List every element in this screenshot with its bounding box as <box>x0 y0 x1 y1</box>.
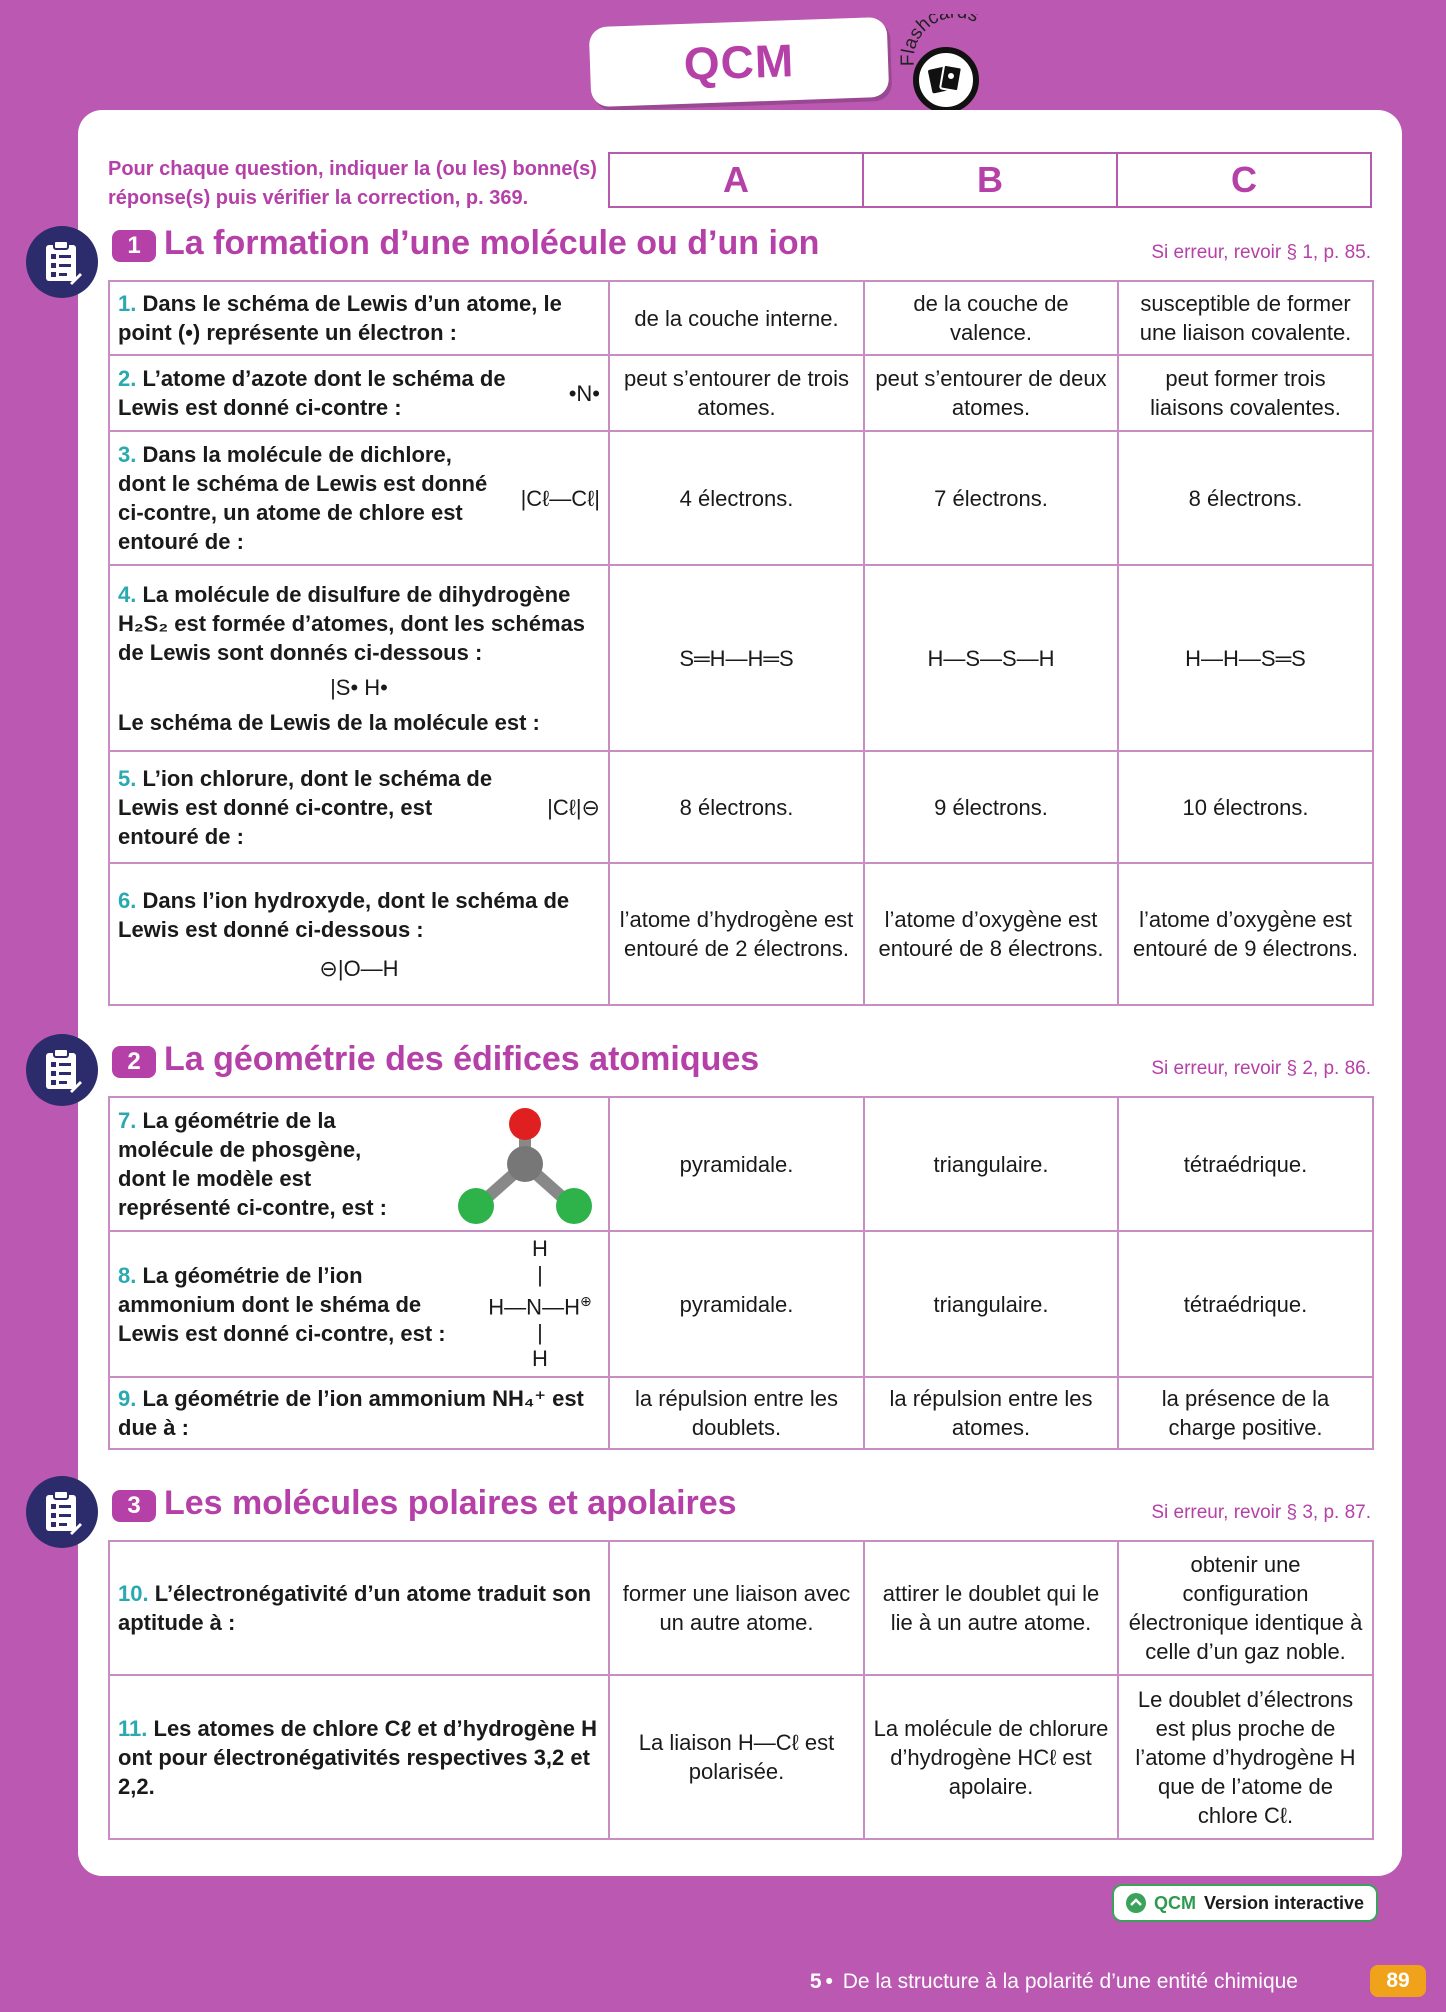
section-2-ref: Si erreur, revoir § 2, p. 86. <box>1151 1058 1371 1079</box>
answer-10c[interactable]: obtenir une configuration électronique identique à celle d’un gaz noble. <box>1118 1541 1373 1675</box>
chapter-title: De la structure à la polarité d’une entité chimique <box>842 1970 1298 1993</box>
section-3-table <box>108 1540 1374 1840</box>
answer-7c[interactable]: tétraédrique. <box>1118 1097 1373 1231</box>
answer-5a[interactable]: 8 électrons. <box>609 751 864 863</box>
badge-qcm: QCM <box>1153 1892 1196 1913</box>
answer-4c[interactable]: H—H—S═S <box>1118 565 1373 751</box>
question-row-1 <box>109 281 1373 355</box>
chapter-footer <box>810 1970 1298 1994</box>
answer-9b[interactable]: la répulsion entre les atomes. <box>864 1377 1118 1449</box>
lewis-nitrogen: •N• <box>568 380 600 406</box>
answer-8a[interactable]: pyramidale. <box>609 1231 864 1377</box>
answer-5b[interactable]: 9 électrons. <box>864 751 1118 863</box>
section-1-ref: Si erreur, revoir § 1, p. 85. <box>1151 242 1371 263</box>
question-row-8 <box>109 1231 1373 1377</box>
qcm-title-tab <box>589 17 890 107</box>
section-3-number: 3 <box>112 1490 156 1522</box>
answer-1c[interactable]: susceptible de former une liaison covalente. <box>1118 281 1373 355</box>
section-1-icon[interactable] <box>26 226 98 298</box>
answer-7b[interactable]: triangulaire. <box>864 1097 1118 1231</box>
section-1-table <box>108 280 1374 1006</box>
answer-10a[interactable]: former une liaison avec un autre atome. <box>609 1541 864 1675</box>
question-7: 7. La géométrie de la molécule de phosgène, dont le modèle est représenté ci-contre, est : <box>109 1097 609 1231</box>
qcm-title: QCM <box>682 34 796 90</box>
section-3-title: Les molécules polaires et apolaires <box>164 1484 737 1522</box>
question-row-5 <box>109 751 1373 863</box>
clipboard-icon <box>42 1489 82 1535</box>
answer-1a[interactable]: de la couche interne. <box>609 281 864 355</box>
section-3-ref: Si erreur, revoir § 3, p. 87. <box>1151 1502 1371 1523</box>
phosgene-model-image <box>450 1102 600 1226</box>
answer-2b[interactable]: peut s’entourer de deux atomes. <box>864 355 1118 431</box>
section-2-icon[interactable] <box>26 1034 98 1106</box>
column-b: B <box>862 154 1116 206</box>
answer-6b[interactable]: l’atome d’oxygène est entouré de 8 électrons. <box>864 863 1118 1005</box>
section-1-number: 1 <box>112 230 156 262</box>
question-row-4 <box>109 565 1373 751</box>
answer-11b[interactable]: La molécule de chlorure d’hydrogène HCℓ est apolaire. <box>864 1675 1118 1839</box>
section-2-table <box>108 1096 1374 1450</box>
section-1-title: La formation d’une molécule ou d’un ion <box>164 224 820 262</box>
question-row-11 <box>109 1675 1373 1839</box>
answer-6c[interactable]: l’atome d’oxygène est entouré de 9 électrons. <box>1118 863 1373 1005</box>
clipboard-icon <box>42 1047 82 1093</box>
answer-3a[interactable]: 4 électrons. <box>609 431 864 565</box>
answer-7a[interactable]: pyramidale. <box>609 1097 864 1231</box>
answer-columns-header <box>608 152 1372 208</box>
answer-9a[interactable]: la répulsion entre les doublets. <box>609 1377 864 1449</box>
answer-4b[interactable]: H—S—S—H <box>864 565 1118 751</box>
answer-11c[interactable]: Le doublet d’électrons est plus proche de l’atome d’hydrogène H que de l’atome de chlore Cℓ. <box>1118 1675 1373 1839</box>
lewis-dichlorine: |Cℓ—Cℓ| <box>520 485 600 511</box>
answer-2c[interactable]: peut former trois liaisons covalentes. <box>1118 355 1373 431</box>
section-3-icon[interactable] <box>26 1476 98 1548</box>
chapter-bullet: • <box>825 1970 833 1993</box>
answer-1b[interactable]: de la couche de valence. <box>864 281 1118 355</box>
instructions: Pour chaque question, indiquer la (ou les) bonne(s) réponse(s) puis vérifier la correction, p. 369. <box>108 158 597 209</box>
question-row-10 <box>109 1541 1373 1675</box>
question-10: 10. L’électronégativité d’un atome traduit son aptitude à : <box>109 1541 609 1675</box>
question-4: 4. La molécule de disulfure de dihydrogène H₂S₂ est formée d’atomes, dont les schémas de Lewis sont donnés ci-dessous : |S• H• Le schéma de Lewis de la molécule est : <box>109 565 609 751</box>
answer-6a[interactable]: l’atome d’hydrogène est entouré de 2 électrons. <box>609 863 864 1005</box>
answer-2a[interactable]: peut s’entourer de trois atomes. <box>609 355 864 431</box>
answer-8c[interactable]: tétraédrique. <box>1118 1231 1373 1377</box>
answer-3c[interactable]: 8 électrons. <box>1118 431 1373 565</box>
question-6: 6. Dans l’ion hydroxyde, dont le schéma de Lewis est donné ci-dessous : ⊖|O—H <box>109 863 609 1005</box>
answer-8b[interactable]: triangulaire. <box>864 1231 1118 1377</box>
answer-5c[interactable]: 10 électrons. <box>1118 751 1373 863</box>
lewis-hydroxide: ⊖|O—H <box>319 955 399 981</box>
interactive-version-button[interactable] <box>1112 1884 1378 1922</box>
answer-10b[interactable]: attirer le doublet qui le lie à un autre atome. <box>864 1541 1118 1675</box>
question-3: 3. Dans la molécule de dichlore, dont le schéma de Lewis est donné ci-contre, un atome de chlore est entouré de : |Cℓ—Cℓ| <box>109 431 609 565</box>
answer-11a[interactable]: La liaison H—Cℓ est polarisée. <box>609 1675 864 1839</box>
flashcards-button[interactable] <box>900 14 1010 114</box>
answer-9c[interactable]: la présence de la charge positive. <box>1118 1377 1373 1449</box>
question-5: 5. L’ion chlorure, dont le schéma de Lewis est donné ci-contre, est entouré de : |Cℓ|⊖ <box>109 751 609 863</box>
column-c: C <box>1116 154 1370 206</box>
chapter-number: 5 <box>809 1970 822 1993</box>
page-number: 89 <box>1370 1965 1426 1997</box>
answer-4a[interactable]: S═H—H═S <box>609 565 864 751</box>
lewis-chloride: |Cℓ|⊖ <box>547 794 600 820</box>
badge-label: Version interactive <box>1203 1892 1365 1913</box>
question-8: 8. La géométrie de l’ion ammonium dont le shéma de Lewis est donné ci-contre, est : H | H—N—H⊕ | H <box>109 1231 609 1377</box>
question-row-2 <box>109 355 1373 431</box>
question-row-9 <box>109 1377 1373 1449</box>
question-11: 11. Les atomes de chlore Cℓ et d’hydrogène H ont pour électronégativités respectives 3,2 et 2,2. <box>109 1675 609 1839</box>
flashcards-icon <box>900 14 1010 114</box>
lewis-atoms-s-h: |S• H• <box>330 674 388 700</box>
question-row-7 <box>109 1097 1373 1231</box>
question-row-3 <box>109 431 1373 565</box>
question-1: 1. Dans le schéma de Lewis d’un atome, le point (•) représente un électron : <box>109 281 609 355</box>
column-a: A <box>723 159 749 200</box>
flashcards-label: lashc s <box>900 14 982 56</box>
clipboard-icon <box>42 239 82 285</box>
section-2-number: 2 <box>112 1046 156 1078</box>
question-9: 9. La géométrie de l’ion ammonium NH₄⁺ est due à : <box>109 1377 609 1449</box>
question-2: 2. L’atome d’azote dont le schéma de Lewis est donné ci-contre : •N• <box>109 355 609 431</box>
chevron-up-circle-icon <box>1126 1893 1146 1913</box>
answer-3b[interactable]: 7 électrons. <box>864 431 1118 565</box>
question-row-6 <box>109 863 1373 1005</box>
section-2-title: La géométrie des édifices atomiques <box>164 1040 760 1078</box>
lewis-ammonium: H | H—N—H⊕ | H <box>488 1236 592 1372</box>
